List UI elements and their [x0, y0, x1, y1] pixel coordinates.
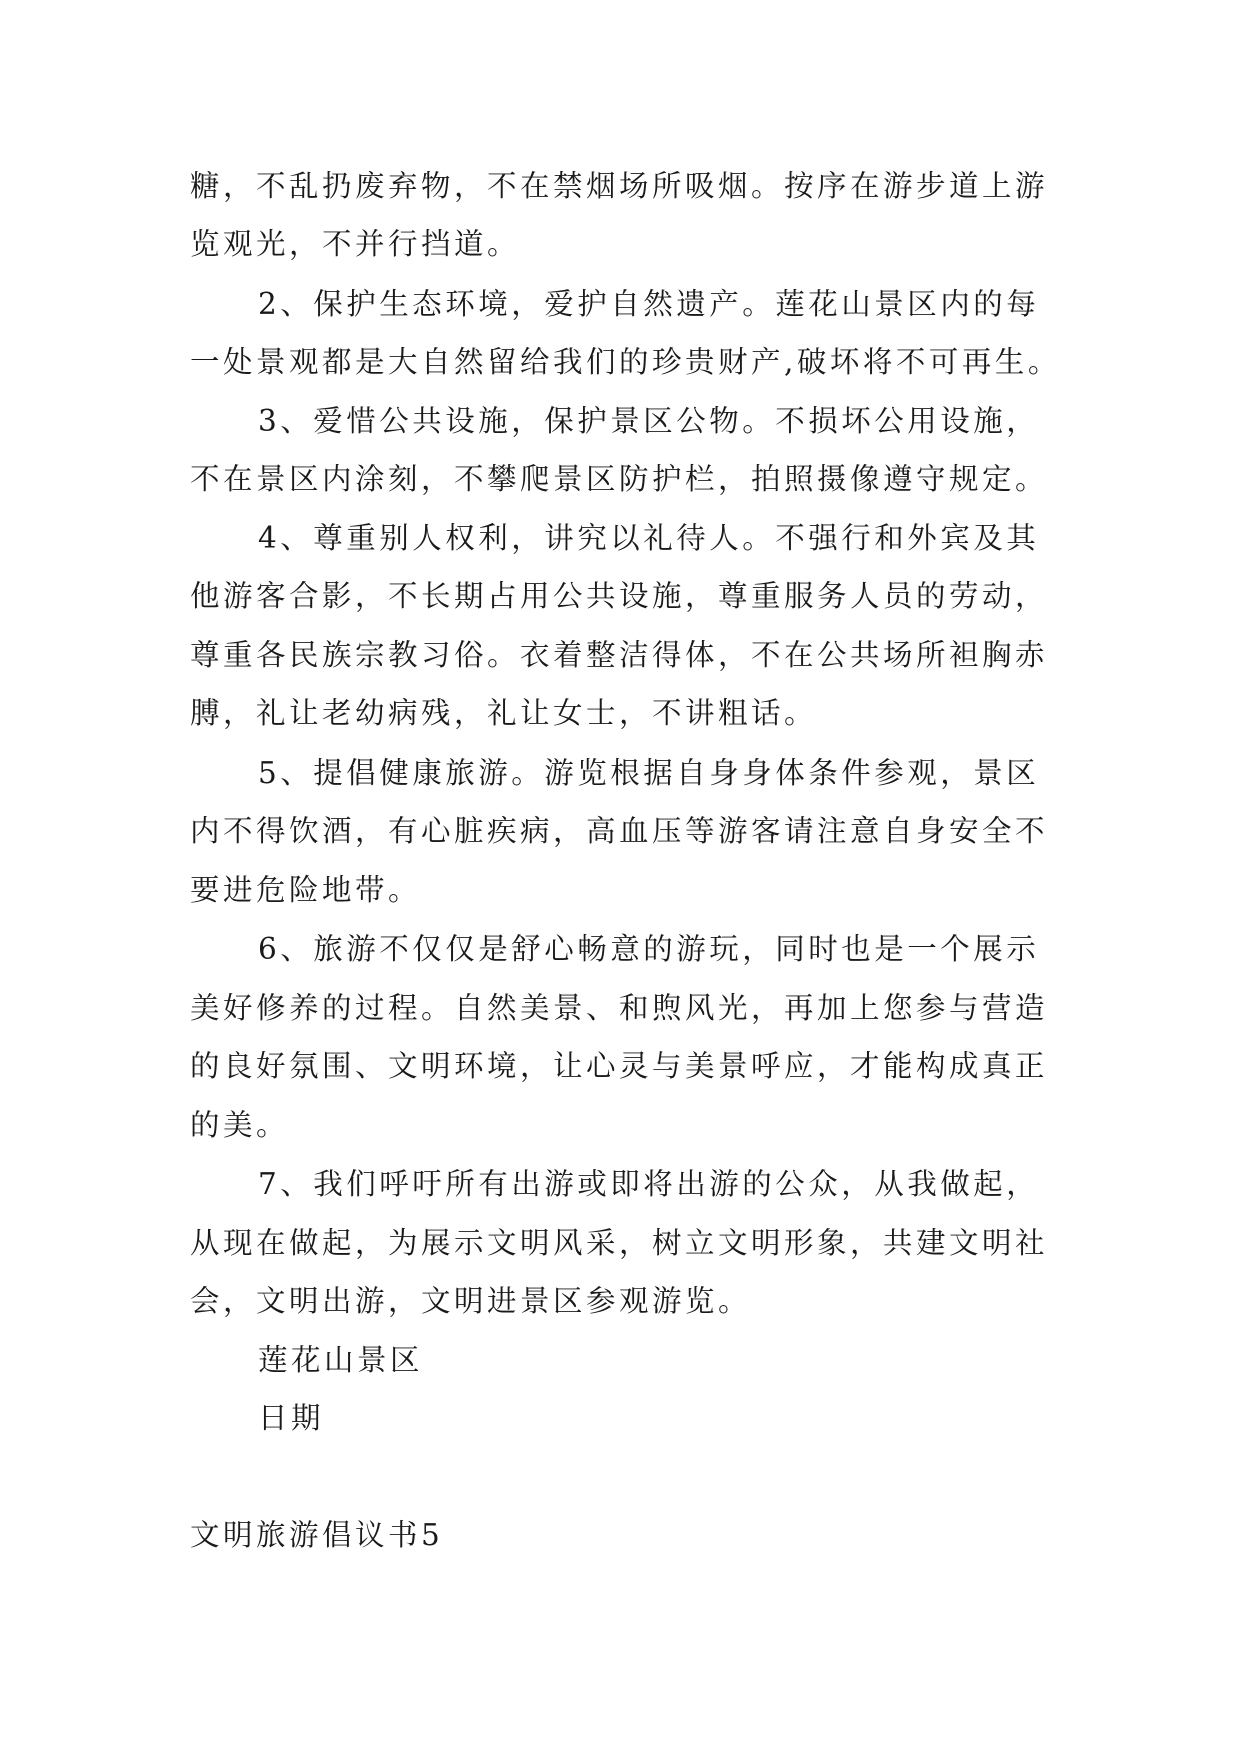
paragraph-3-line-2: 不在景区内涂刻，不攀爬景区防护栏，拍照摄像遵守规定。 [190, 462, 1049, 496]
paragraph-7-line-1: 7、我们呼吁所有出游或即将出游的公众，从我做起， [258, 1167, 1040, 1201]
paragraph-6-line-1: 6、旅游不仅仅是舒心畅意的游玩，同时也是一个展示 [258, 932, 1040, 966]
paragraph-6-line-4: 的美。 [190, 1108, 290, 1142]
paragraph-4-line-2: 他游客合影，不长期占用公共设施，尊重服务人员的劳动， [190, 579, 1049, 613]
paragraph-7-line-2: 从现在做起，为展示文明风采，树立文明形象，共建文明社 [190, 1226, 1049, 1260]
paragraph-3-line-1: 3、爱惜公共设施，保护景区公物。不损坏公用设施， [258, 404, 1040, 438]
paragraph-2-line-1: 2、保护生态环境，爱护自然遗产。莲花山景区内的每 [258, 287, 1040, 321]
paragraph-4-line-1: 4、尊重别人权利，讲究以礼待人。不强行和外宾及其 [258, 521, 1040, 555]
paragraph-6-line-3: 的良好氛围、文明环境，让心灵与美景呼应，才能构成真正 [190, 1049, 1049, 1083]
paragraph-1-line-2: 览观光，不并行挡道。 [190, 227, 521, 261]
paragraph-6-line-2: 美好修养的过程。自然美景、和煦风光，再加上您参与营造 [190, 991, 1049, 1025]
paragraph-2-line-2: 一处景观都是大自然留给我们的珍贵财产,破坏将不可再生。 [190, 345, 1061, 379]
paragraph-1-line-1: 糖，不乱扔废弃物，不在禁烟场所吸烟。按序在游步道上游 [190, 169, 1049, 203]
paragraph-5-line-2: 内不得饮酒，有心脏疾病，高血压等游客请注意自身安全不 [190, 814, 1049, 848]
paragraph-7-line-3: 会，文明出游，文明进景区参观游览。 [190, 1284, 752, 1318]
section-title: 文明旅游倡议书5 [190, 1518, 444, 1552]
signature-organization: 莲花山景区 [258, 1343, 424, 1377]
paragraph-5-line-1: 5、提倡健康旅游。游览根据自身身体条件参观，景区 [258, 756, 1040, 790]
paragraph-5-line-3: 要进危险地带。 [190, 873, 422, 907]
paragraph-4-line-4: 膊，礼让老幼病残，礼让女士，不讲粗话。 [190, 696, 818, 730]
signature-date: 日期 [258, 1401, 325, 1435]
paragraph-4-line-3: 尊重各民族宗教习俗。衣着整洁得体，不在公共场所袒胸赤 [190, 638, 1049, 672]
